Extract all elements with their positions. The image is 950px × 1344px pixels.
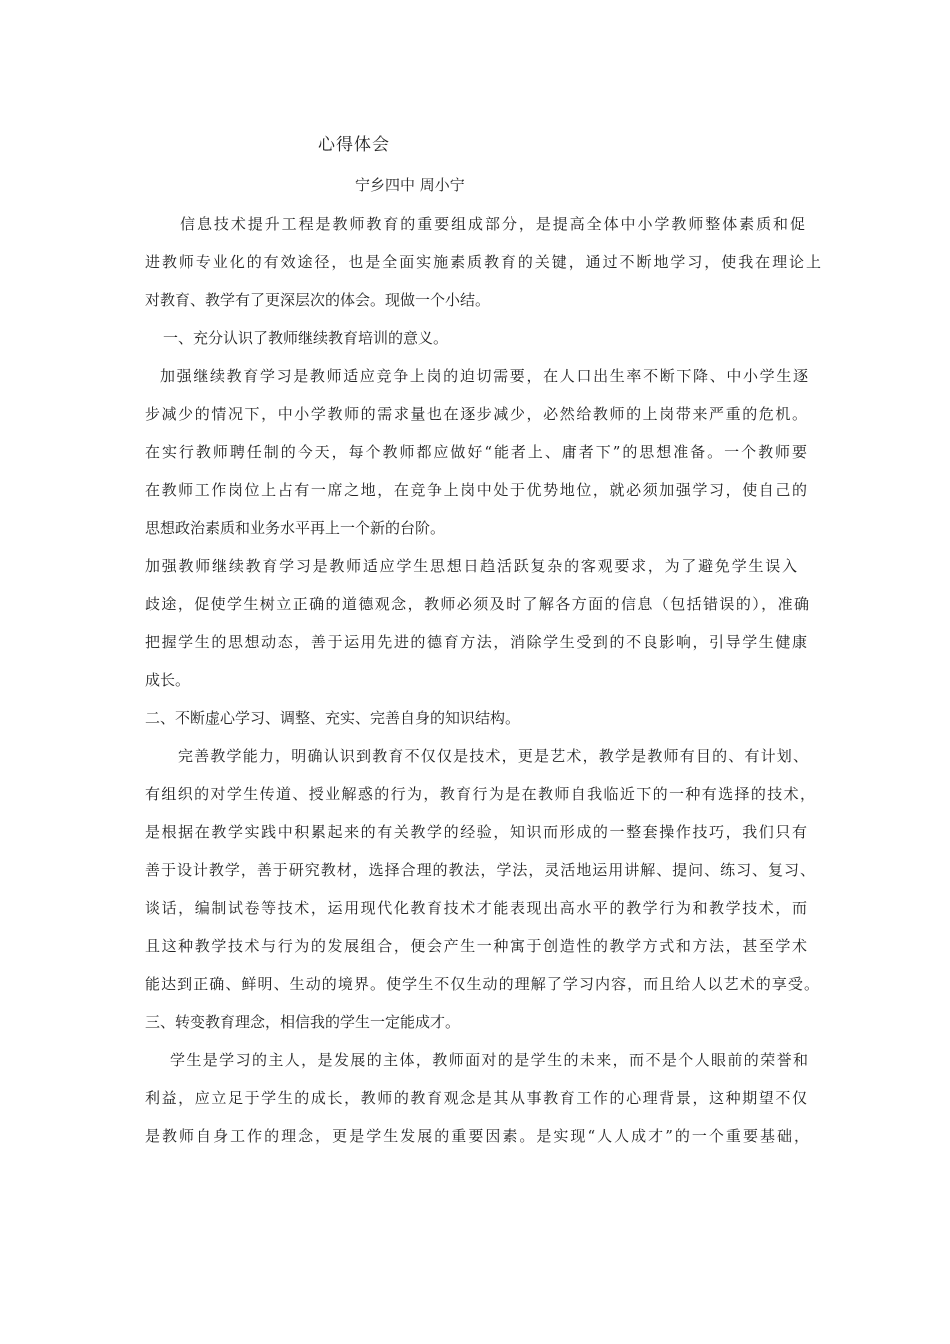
- body-line: 谈话，编制试卷等技术，运用现代化教育技术才能表现出高水平的教学行为和教学技术，而: [145, 899, 807, 917]
- body-line: 在实行教师聘任制的今天，每个教师都应做好“能者上、庸者下”的思想准备。一个教师要: [145, 443, 807, 461]
- document-author: 宁乡四中 周小宁: [355, 176, 465, 194]
- body-line: 成长。: [145, 671, 191, 689]
- section-heading: 二、不断虚心学习、调整、充实、完善自身的知识结构。: [145, 709, 521, 727]
- body-line: 歧途，促使学生树立正确的道德观念，教师必须及时了解各方面的信息（包括错误的），准确: [145, 595, 809, 613]
- section-heading: 三、转变教育理念，相信我的学生一定能成才。: [145, 1013, 461, 1031]
- document-title: 心得体会: [318, 135, 390, 155]
- body-line: 加强继续教育学习是教师适应竞争上岗的迫切需要，在人口出生率不断下降、中小学生逐: [160, 367, 808, 385]
- body-line: 学生是学习的主人，是发展的主体，教师面对的是学生的未来，而不是个人眼前的荣誉和: [170, 1051, 808, 1069]
- body-line: 信息技术提升工程是教师教育的重要组成部分，是提高全体中小学教师整体素质和促: [180, 215, 805, 233]
- body-line: 完善教学能力，明确认识到教育不仅仅是技术，更是艺术，教学是教师有目的、有计划、: [178, 747, 808, 765]
- body-line: 步减少的情况下，中小学教师的需求量也在逐步减少，必然给教师的上岗带来严重的危机。: [145, 405, 807, 423]
- body-line: 思想政治素质和业务水平再上一个新的台阶。: [145, 519, 446, 537]
- body-line: 能达到正确、鲜明、生动的境界。使学生不仅生动的理解了学习内容，而且给人以艺术的享受。: [145, 975, 819, 993]
- body-line: 对教育、教学有了更深层次的体会。现做一个小结。: [145, 291, 491, 309]
- body-line: 有组织的对学生传道、授业解惑的行为，教育行为是在教师自我临近下的一种有选择的技术，: [145, 785, 815, 803]
- body-line: 进教师专业化的有效途径，也是全面实施素质教育的关键，通过不断地学习，使我在理论上: [145, 253, 821, 271]
- body-line: 把握学生的思想动态，善于运用先进的德育方法，消除学生受到的不良影响，引导学生健康: [145, 633, 807, 651]
- body-line: 利益，应立足于学生的成长，教师的教育观念是其从事教育工作的心理背景，这种期望不仅: [145, 1089, 807, 1107]
- body-line: 是根据在教学实践中积累起来的有关教学的经验，知识而形成的一整套操作技巧，我们只有: [145, 823, 807, 841]
- body-line: 加强教师继续教育学习是教师适应学生思想日趋活跃复杂的客观要求，为了避免学生误入: [145, 557, 797, 575]
- body-line: 在教师工作岗位上占有一席之地，在竞争上岗中处于优势地位，就必须加强学习，使自己的: [145, 481, 807, 499]
- section-heading: 一、充分认识了教师继续教育培训的意义。: [163, 329, 449, 347]
- body-line: 善于设计教学，善于研究教材，选择合理的教法，学法，灵活地运用讲解、提问、练习、复习、: [145, 861, 815, 879]
- body-line: 且这种教学技术与行为的发展组合，便会产生一种寓于创造性的教学方式和方法，甚至学术: [145, 937, 807, 955]
- body-line: 是教师自身工作的理念，更是学生发展的重要因素。是实现“人人成才”的一个重要基础，: [145, 1127, 809, 1145]
